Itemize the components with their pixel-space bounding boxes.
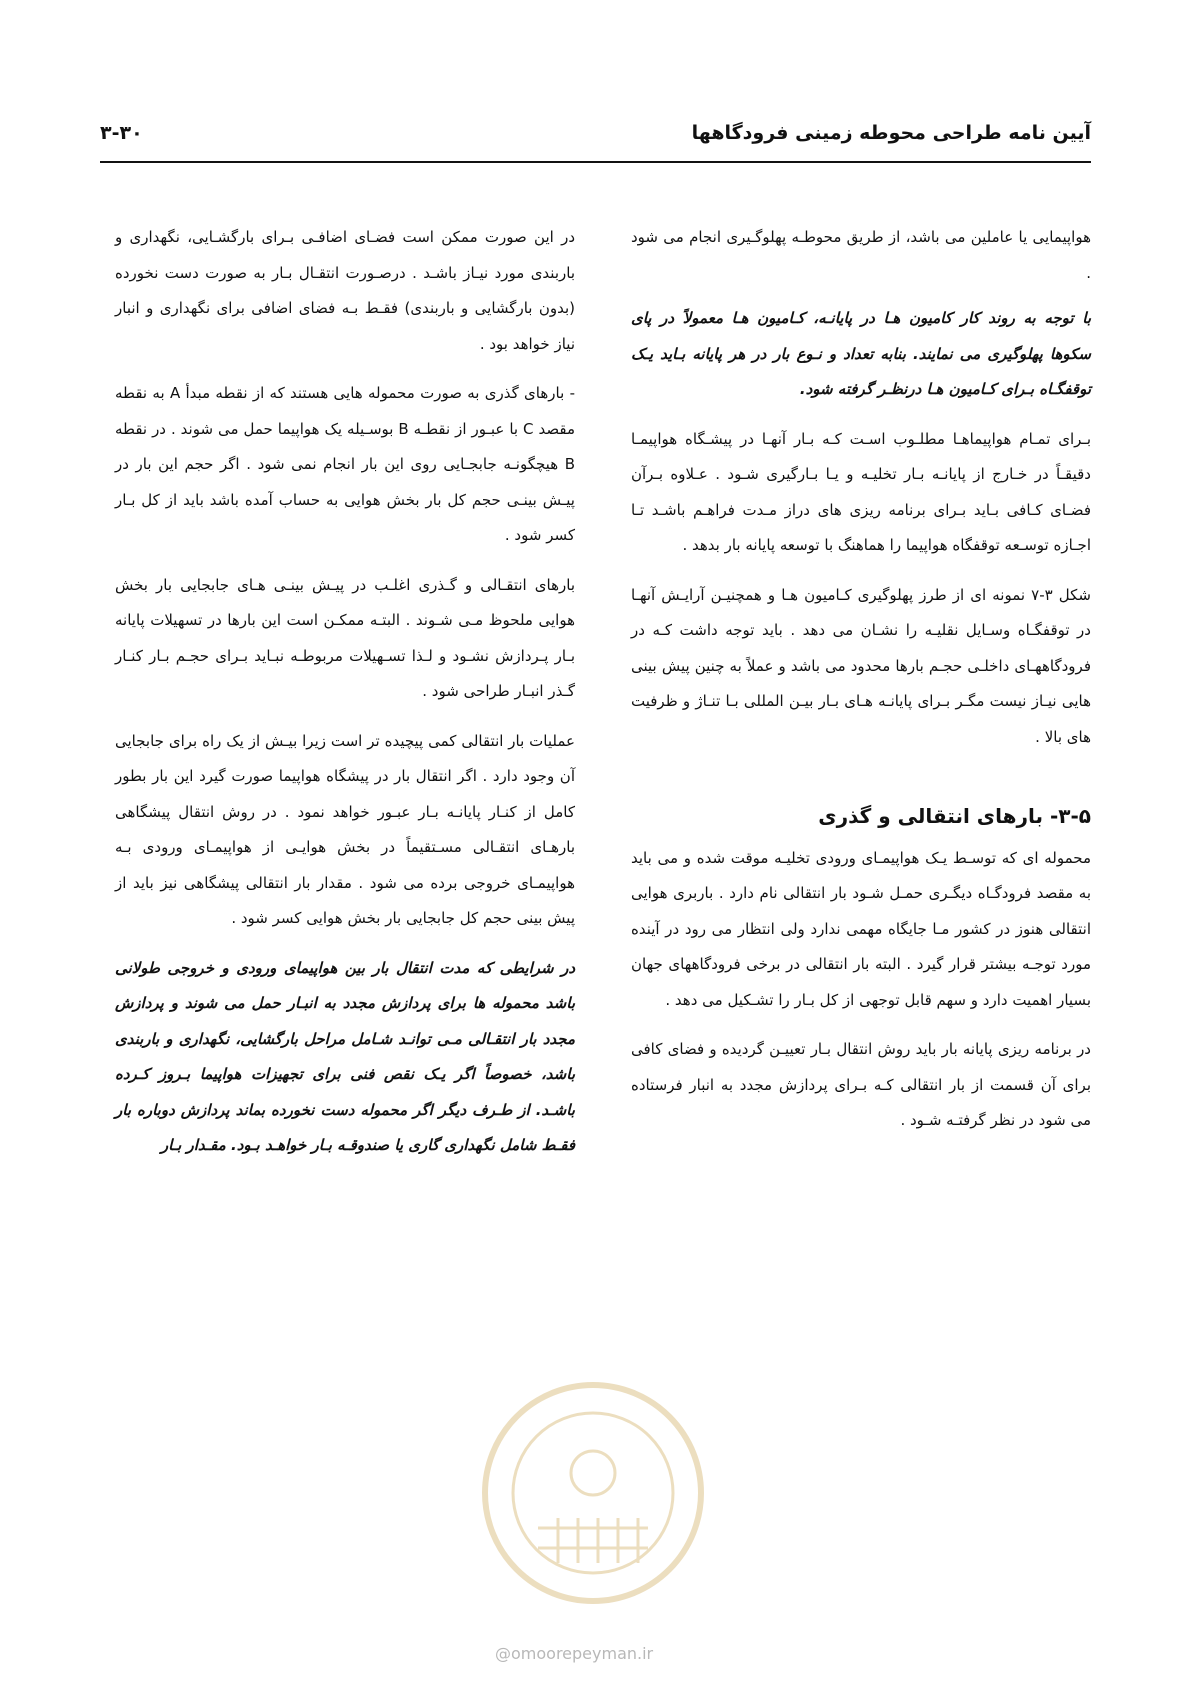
paragraph: هواپیمایی یا عاملین می باشد، از طریق محوطـه پهلوگـیری انجام می شود . [631, 228, 1091, 282]
paragraph: عملیات بار انتقالی کمی پیچیده تر است زیرا بیـش از یک راه برای جابجایی آن وجود دارد . اگر انتقال بار در پیشگاه هواپیما صورت گیرد این بار بطور کامل از کنـار پایانـه بـار عبـور خواهد نمود . در روش انتقال پیشگاهی بارهـای انتقـالی مسـتقیماً در بخش هوایـی از هواپیمـای ورودی بـه هواپیمـای خروجی برده می شود . مقدار بار انتقالی پیشگاهی نیز باید از پیش بینی حجم کل جابجایی بار بخش هوایی کسر شود . [115, 731, 575, 927]
paragraph: در برنامه ریزی پایانه بار باید روش انتقال بـار تعییـن گردیده و فضای کافی برای آن قسمت از بار انتقالی کـه بـرای پردازش مجدد به انبار فرستاده می شود در نظر گرفتـه شـود . [631, 1040, 1091, 1129]
paragraph: در این صورت ممکن است فضـای اضافـی بـرای بارگشـایی، نگهداری و باربندی مورد نیـاز باشـد . درصـورت انتقـال بـار به صورت دست نخورده (بدون بارگشایی و باربندی) فقـط بـه فضای اضافی برای نگهداری و انبار نیاز خواهد بود . [115, 228, 575, 353]
paragraph: شکل ۳-۷ نمونه ای از طرز پهلوگیری کـامیون هـا و همچنیـن آرایـش آنهـا در توقفگـاه وسـایل نقلیـه را نشـان می دهد . باید توجه داشت کـه در فرودگاههـای داخلـی حجـم بارها محدود می باشد و عملاً به چنین پیش بینی هایی نیـاز نیست مگـر بـرای پایانـه هـای بـار بیـن المللی بـا تنـاژ و ظرفیت های بالا . [631, 585, 1091, 746]
left-column [115, 220, 575, 1178]
page-number: ۳-۳۰ [100, 122, 143, 144]
paragraph: بـرای تمـام هواپیماهـا مطلـوب اسـت کـه بـار آنهـا در پیشـگاه هواپیمـا دقیقـاً در خـارج از پایانـه بـار تخلیـه و یـا بـارگیری شـود . عـلاوه بـرآن فضـای کـافی بـاید بـرای برنامه ریزی های دراز مـدت فراهـم باشـد تـا اجـازه توسـعه توقفگاه هواپیما را هماهنگ با توسعه پایانه بار بدهد . [631, 429, 1091, 554]
seal-watermark-icon [478, 1378, 708, 1608]
page-header [100, 118, 1091, 158]
paragraph: محموله ای که توسـط یـک هواپیمـای ورودی تخلیـه موقت شده و می باید به مقصد فرودگـاه دیگـری حمـل شـود بار انتقالی نام دارد . باربری هوایی انتقالی هنوز در کشور مـا جایگاه مهمی ندارد ولی انتظار می رود در آینده مورد توجـه بیشتر قرار گیرد . البته بار انتقالی در برخی فرودگاههای جهان بسیار اهمیت دارد و سهم قابل توجهی از کل بـار را تشـکیل می دهد . [631, 848, 1091, 1009]
right-column [631, 220, 1091, 1153]
header-rule [100, 161, 1091, 163]
paragraph-emphasis: در شرایطی که مدت انتقال بار بین هواپیمای ورودی و خروجی طولانی باشد محموله ها برای پردازش مجدد به انبـار حمل می شوند و پردازش مجدد بار انتقـالی مـی توانـد شـامل مراحل بارگشایی، نگهداری و باربندی باشد، خصوصاً اگر یـک نقص فنی برای تجهیزات هواپیما بـروز کـرده باشـد. از طـرف دیگر اگر محموله دست نخورده بماند پردازش دوباره بار فقـط شامل نگهداری گاری یا صندوقـه بـار خواهـد بـود. مقـدار بـار [115, 958, 575, 1154]
section-heading: ۳-۵- بارهای انتقالی و گذری [818, 804, 1091, 828]
watermark-url: @omoorepeyman.ir [495, 1644, 654, 1663]
paragraph-emphasis: با توجه به روند کار کامیون هـا در پایانـه، کـامیون هـا معمولاً در پای سکوها پهلوگیری می نمایند. بنابه تعداد و نـوع بار در هر پایانه بـاید یـک توقفگـاه بـرای کـامیون هـا درنظـر گرفته شود. [631, 309, 1091, 398]
paragraph: - بارهای گذری به صورت محموله هایی هستند که از نقطه مبدأ A به نقطه مقصد C با عبـور از نقطـه B بوسـیله یک هواپیما حمل می شوند . در نقطه B هیچگونـه جابجـایی روی این بار انجام نمی شود . اگر حجم این بار در پیـش بینـی حجم کل بار بخش هوایی به حساب آمده باشد باید از کل بـار کسر شود . [115, 384, 575, 544]
running-title: آیین نامه طراحی محوطه زمینی فرودگاهها [691, 122, 1091, 144]
paragraph: بارهای انتقـالی و گـذری اغلـب در پیـش بینـی هـای جابجایی بار بخش هوایی ملحوظ مـی شـوند . البتـه ممکـن است این بارها در تسهیلات پایانه بـار پـردازش نشـود و لـذا تسـهیلات مربوطـه نبـاید بـرای حجـم بـار کنـار گـذر انبـار طراحی شود . [115, 575, 575, 700]
